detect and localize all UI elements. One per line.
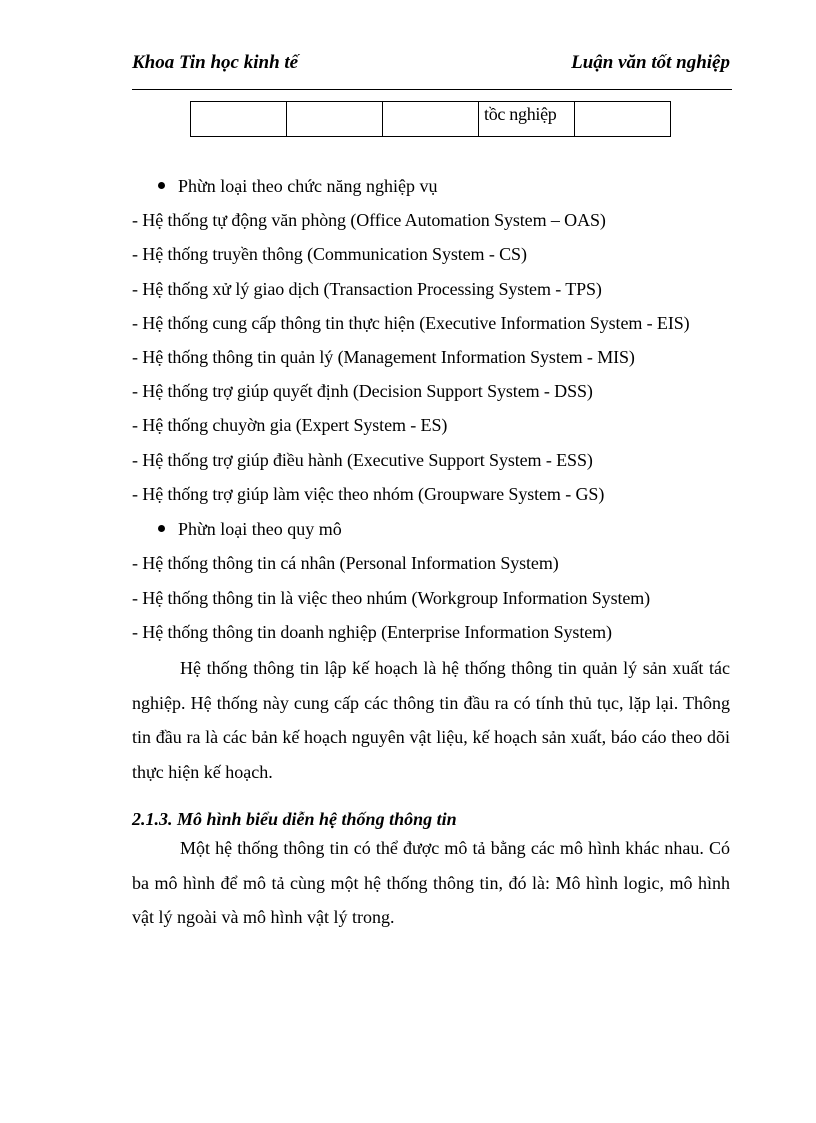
bullet-function xyxy=(158,174,437,198)
table-fragment xyxy=(190,101,671,137)
table-cell xyxy=(575,102,671,137)
bullet-text: Phừn loại theo quy mô xyxy=(178,519,342,539)
header-thesis: Luận văn tốt nghiệp xyxy=(571,52,730,73)
list-item: - Hệ thống xử lý giao dịch (Transaction Processing System - TPS) xyxy=(132,279,602,299)
table-cell xyxy=(287,102,383,137)
page-header xyxy=(132,52,730,78)
table-cell xyxy=(191,102,287,137)
list-item: - Hệ thống cung cấp thông tin thực hiện (Executive Information System - EIS) xyxy=(132,313,690,333)
list-item: - Hệ thống truyền thông (Communication System - CS) xyxy=(132,244,527,264)
header-divider xyxy=(132,89,732,90)
list-item: - Hệ thống trợ giúp điều hành (Executive Support System - ESS) xyxy=(132,450,593,470)
list-item: - Hệ thống trợ giúp quyết định (Decision Support System - DSS) xyxy=(132,381,593,401)
section-heading: 2.1.3. Mô hình biểu diễn hệ thống thông tin xyxy=(132,809,457,829)
paragraph-models: Một hệ thống thông tin có thể được mô tả bằng các mô hình khác nhau. Có ba mô hình để mô tả cùng một hệ thống thông tin, đó là: Mô hình logic, mô hình vật lý ngoài và mô hình vật lý trong. xyxy=(132,838,730,927)
list-item: - Hệ thống thông tin quản lý (Management Information System - MIS) xyxy=(132,347,635,367)
list-item: - Hệ thống thông tin doanh nghiệp (Enterprise Information System) xyxy=(132,622,612,642)
list-item: - Hệ thống chuyờn gia (Expert System - ES) xyxy=(132,415,448,435)
table-cell: tồc nghiệp xyxy=(479,102,575,137)
bullet-text: Phừn loại theo chức năng nghiệp vụ xyxy=(178,176,438,196)
paragraph-planning: Hệ thống thông tin lập kế hoạch là hệ thống thông tin quản lý sản xuất tác nghiệp. Hệ thống này cung cấp các thông tin đầu ra có tính thủ tục, lặp lại. Thông tin đầu ra là các bản kế hoạch nguyên vật liệu, kế hoạch sản xuất, báo cáo theo dõi thực hiện kế hoạch. xyxy=(132,658,730,782)
list-item: - Hệ thống trợ giúp làm việc theo nhóm (Groupware System - GS) xyxy=(132,484,605,504)
table-row xyxy=(191,102,671,137)
bullet-icon xyxy=(158,525,165,532)
bullet-scale xyxy=(158,517,342,541)
list-item: - Hệ thống thông tin là việc theo nhúm (Workgroup Information System) xyxy=(132,588,651,608)
header-faculty: Khoa Tin học kinh tế xyxy=(132,52,299,73)
table-cell xyxy=(383,102,479,137)
list-item: - Hệ thống thông tin cá nhân (Personal Information System) xyxy=(132,553,559,573)
bullet-icon xyxy=(158,182,165,189)
list-item: - Hệ thống tự động văn phòng (Office Automation System – OAS) xyxy=(132,210,606,230)
